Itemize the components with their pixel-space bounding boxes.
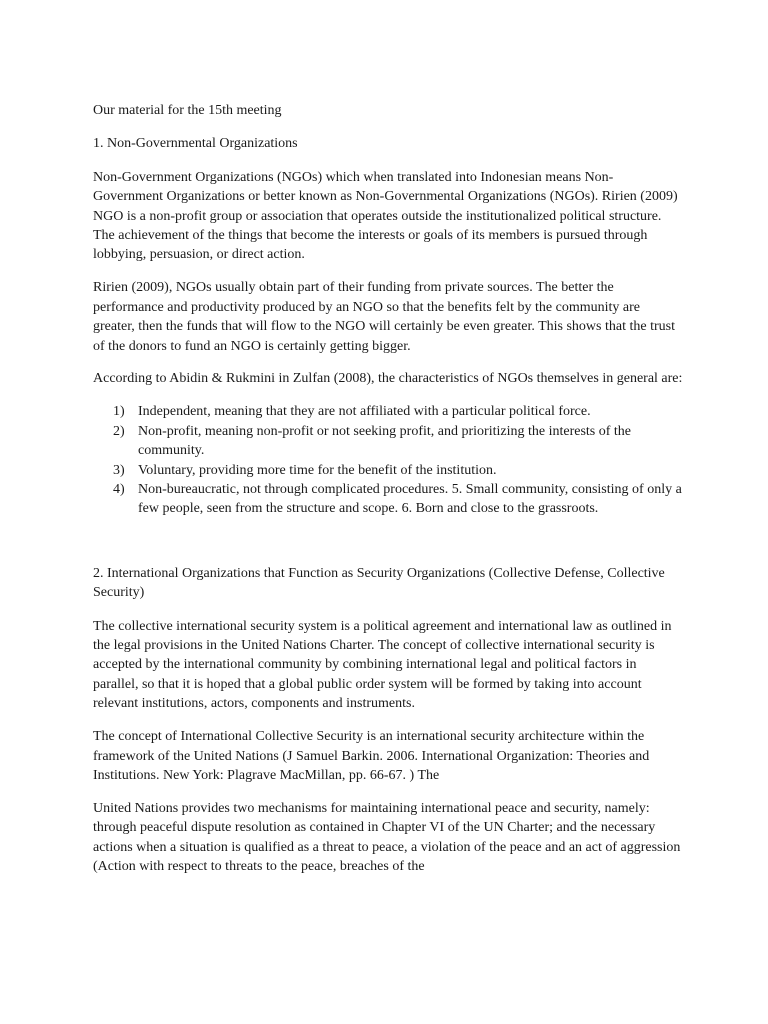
- section-1-paragraph-1: Non-Government Organizations (NGOs) which when translated into Indonesian means Non-Government Organizations or better known as Non-Governmental Organizations (NGOs). Ririen (2009) NGO is a non-profit group or association that operates outside the institutionalized political structure. The achievement of the things that become the interests or goals of its members is pursued through lobbying, persuasion, or direct action.: [93, 169, 678, 263]
- list-item: [93, 461, 683, 480]
- section-2-heading: 2. International Organizations that Function as Security Organizations (Collective Defense, Collective Security): [93, 565, 665, 601]
- document-intro: Our material for the 15th meeting: [93, 103, 282, 118]
- list-item-text: Independent, meaning that they are not affiliated with a particular political force.: [138, 404, 591, 420]
- list-item-number: 4): [113, 482, 125, 497]
- list-item-text: Non-profit, meaning non-profit or not seeking profit, and prioritizing the interests of the community.: [138, 423, 631, 459]
- section-2-paragraph-2: The concept of International Collective Security is an international security architecture within the framework of the United Nations (J Samuel Barkin. 2006. International Organization: Theories and Institutions. New York: Plagrave MacMillan, pp. 66-67. ) The: [93, 729, 650, 783]
- section-1-paragraph-2: Ririen (2009), NGOs usually obtain part of their funding from private sources. The better the performance and productivity produced by an NGO so that the benefits felt by the community are greater, then the funds that will flow to the NGO will certainly be even greater. This shows that the trust of the donors to fund an NGO is certainly getting bigger.: [93, 280, 675, 354]
- list-item-number: 2): [113, 423, 125, 439]
- document-body: [93, 101, 683, 890]
- section-spacer: [93, 519, 683, 564]
- list-item: [93, 402, 683, 421]
- section-1-heading: 1. Non-Governmental Organizations: [93, 136, 298, 152]
- list-item-number: 1): [113, 404, 125, 420]
- section-2-paragraph-3: United Nations provides two mechanisms for maintaining international peace and security, namely: through peaceful dispute resolution as contained in Chapter VI of the UN Charter; and the necessary actions when a situation is qualified as a threat to peace, a violation of the peace and an act of aggression (Action with respect to threats to the peace, breaches of the: [93, 800, 681, 875]
- characteristics-list: [93, 402, 683, 518]
- list-item-text: Non-bureaucratic, not through complicated procedures. 5. Small community, consisting of only a few people, seen from the structure and scope. 6. Born and close to the grassroots.: [138, 482, 682, 517]
- section-1-paragraph-3: According to Abidin & Rukmini in Zulfan (2008), the characteristics of NGOs themselves in general are:: [93, 371, 683, 387]
- list-item: [93, 480, 683, 519]
- list-item-number: 3): [113, 462, 125, 478]
- list-item: [93, 422, 683, 461]
- section-2-paragraph-1: The collective international security system is a political agreement and international law as outlined in the legal provisions in the United Nations Charter. The concept of collective international security is accepted by the international community by combining international legal and political factors in parallel, so that it is hoped that a global public order system will be formed by taking into account relevant institutions, actors, components and instruments.: [93, 618, 672, 712]
- list-item-text: Voluntary, providing more time for the benefit of the institution.: [138, 462, 497, 478]
